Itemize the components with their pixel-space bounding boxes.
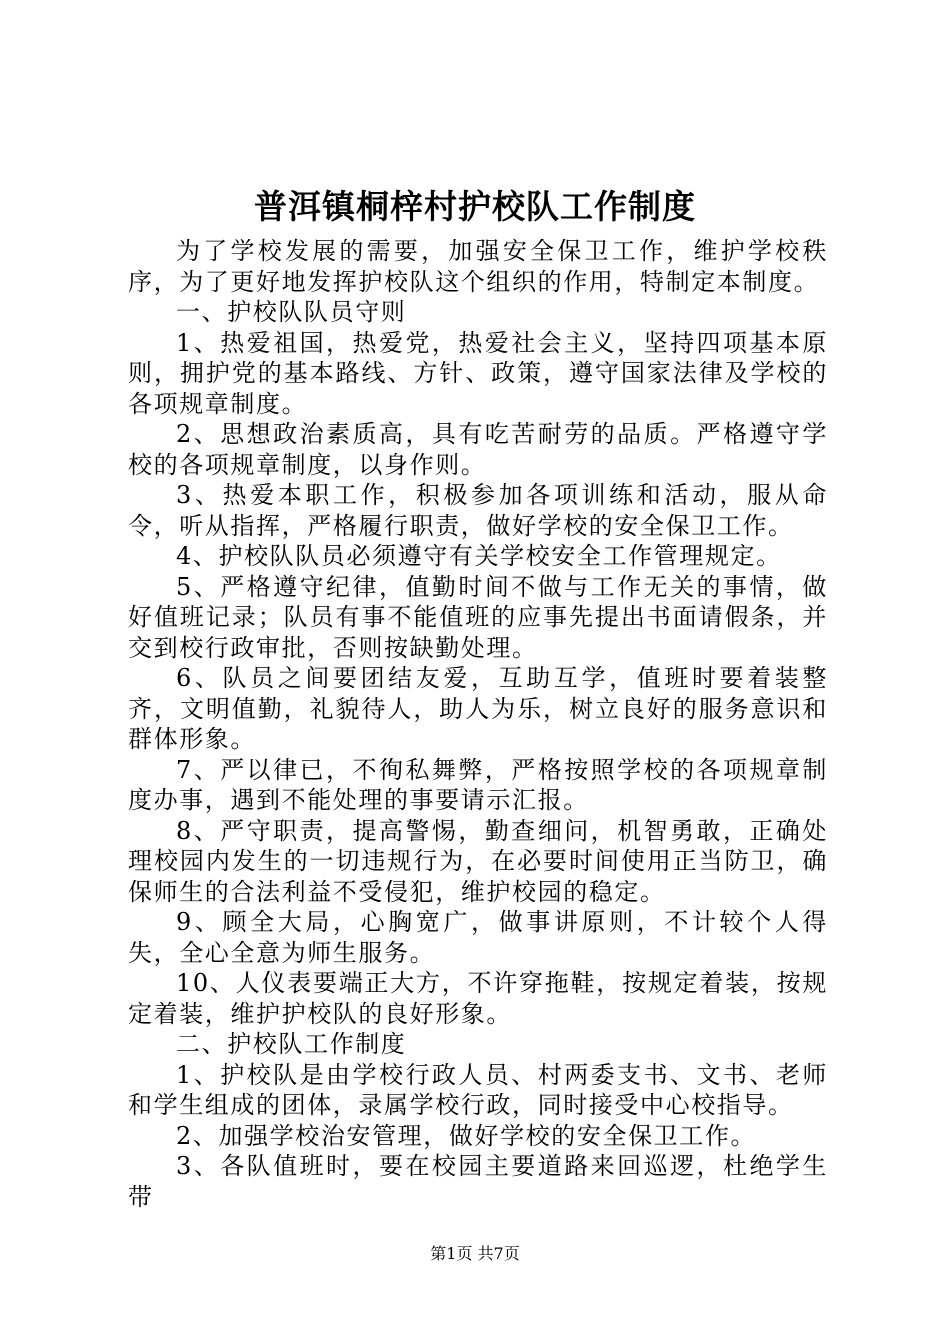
paragraph-system-3: 3、各队值班时，要在校园主要道路来回巡逻，杜绝学生带 [128, 1152, 828, 1211]
paragraph-rule-2: 2、思想政治素质高，具有吃苦耐劳的品质。严格遵守学校的各项规章制度，以身作则。 [128, 420, 828, 479]
paragraph-rule-3: 3、热爱本职工作，积极参加各项训练和活动，服从命令，听从指挥，严格履行职责，做好学校的安全保卫工作。 [128, 481, 828, 540]
paragraph-rule-7: 7、严以律已，不徇私舞弊，严格按照学校的各项规章制度办事，遇到不能处理的事要请示汇报。 [128, 755, 828, 814]
page-number: 第1页 共7页 [430, 1244, 520, 1263]
paragraph-rule-6: 6、队员之间要团结友爱，互助互学，值班时要着装整齐，文明值勤，礼貌待人，助人为乐，树立良好的服务意识和群体形象。 [128, 664, 828, 753]
paragraph-rule-8: 8、严守职责，提高警惕，勤查细问，机智勇敢，正确处理校园内发生的一切违规行为，在必要时间使用正当防卫，确保师生的合法利益不受侵犯，维护校园的稳定。 [128, 816, 828, 906]
paragraph-rule-4: 4、护校队队员必须遵守有关学校安全工作管理规定。 [176, 542, 782, 570]
paragraph-system-1: 1、护校队是由学校行政人员、村两委支书、文书、老师和学生组成的团体，录属学校行政，同时接受中心校指导。 [128, 1060, 828, 1119]
paragraph-intro: 为了学校发展的需要，加强安全保卫工作，维护学校秩序，为了更好地发挥护校队这个组织的作用，特制定本制度。 [128, 237, 828, 296]
paragraph-rule-5: 5、严格遵守纪律，值勤时间不做与工作无关的事情，做好值班记录；队员有事不能值班的应事先提出书面请假条，并交到校行政审批，否则按缺勤处理。 [128, 572, 828, 662]
section-heading-1: 一、护校队队员守则 [176, 298, 407, 326]
section-heading-2: 二、护校队工作制度 [176, 1030, 407, 1058]
paragraph-rule-1: 1、热爱祖国，热爱党，热爱社会主义，坚持四项基本原则，拥护党的基本路线、方针、政策，遵守国家法律及学校的各项规章制度。 [128, 328, 828, 418]
document-title: 普洱镇桐梓村护校队工作制度 [254, 187, 696, 226]
document-body [128, 236, 828, 1212]
paragraph-rule-10: 10、人仪表要端正大方，不许穿拖鞋，按规定着装，按规定着装，维护护校队的良好形象。 [128, 969, 828, 1028]
paragraph-system-2: 2、加强学校治安管理，做好学校的安全保卫工作。 [176, 1121, 757, 1150]
paragraph-rule-9: 9、顾全大局，心胸宽广，做事讲原则，不计较个人得失，全心全意为师生服务。 [128, 908, 828, 967]
